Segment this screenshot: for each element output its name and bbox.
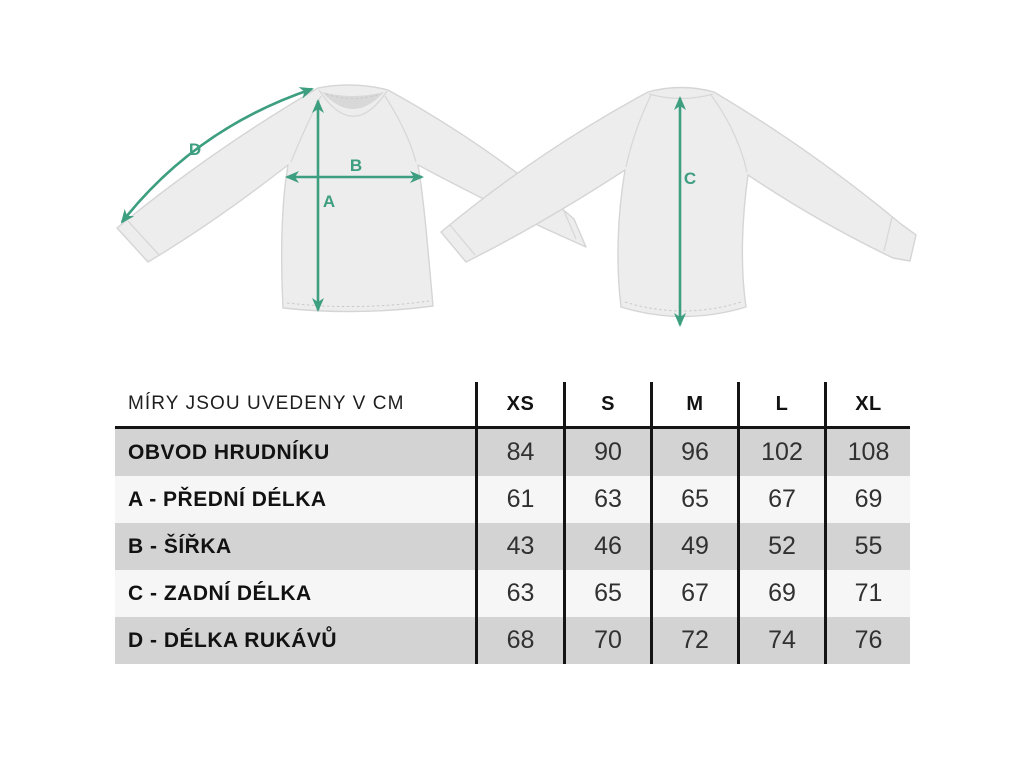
value-sleeve-length-m: 72 (650, 617, 737, 664)
value-chest-l: 102 (737, 429, 824, 476)
value-back-length-s: 65 (563, 570, 650, 617)
value-sleeve-length-s: 70 (563, 617, 650, 664)
size-column-header-l: L (737, 382, 824, 429)
value-width-m: 49 (650, 523, 737, 570)
size-column-header-xs: XS (475, 382, 563, 429)
size-column-header-m: M (650, 382, 737, 429)
value-back-length-m: 67 (650, 570, 737, 617)
value-chest-xs: 84 (475, 429, 563, 476)
value-width-xl: 55 (824, 523, 910, 570)
size-table (115, 382, 910, 664)
value-width-l: 52 (737, 523, 824, 570)
size-column-header-s: S (563, 382, 650, 429)
value-back-length-l: 69 (737, 570, 824, 617)
measure-label-b: B (349, 156, 363, 175)
row-label-front-length: A - PŘEDNÍ DÉLKA (115, 476, 475, 523)
value-front-length-xs: 61 (475, 476, 563, 523)
value-width-s: 46 (563, 523, 650, 570)
measure-label-a: A (322, 192, 336, 211)
value-front-length-m: 65 (650, 476, 737, 523)
value-front-length-s: 63 (563, 476, 650, 523)
value-back-length-xl: 71 (824, 570, 910, 617)
table-title: MÍRY JSOU UVEDENY V CM (115, 382, 475, 429)
value-back-length-xs: 63 (475, 570, 563, 617)
value-sleeve-length-xl: 76 (824, 617, 910, 664)
value-sleeve-length-xs: 68 (475, 617, 563, 664)
value-chest-s: 90 (563, 429, 650, 476)
size-column-header-xl: XL (824, 382, 910, 429)
measure-label-c: C (683, 169, 697, 188)
value-sleeve-length-l: 74 (737, 617, 824, 664)
value-front-length-xl: 69 (824, 476, 910, 523)
row-label-width: B - ŠÍŘKA (115, 523, 475, 570)
row-label-chest: OBVOD HRUDNÍKU (115, 429, 475, 476)
garment-diagram (0, 0, 1024, 375)
row-label-sleeve-length: D - DÉLKA RUKÁVŮ (115, 617, 475, 664)
shirt-back-body (441, 88, 916, 317)
value-front-length-l: 67 (737, 476, 824, 523)
value-chest-m: 96 (650, 429, 737, 476)
value-width-xs: 43 (475, 523, 563, 570)
measure-label-d: D (188, 140, 202, 159)
shirt-back-illustration (441, 88, 916, 317)
row-label-back-length: C - ZADNÍ DÉLKA (115, 570, 475, 617)
value-chest-xl: 108 (824, 429, 910, 476)
